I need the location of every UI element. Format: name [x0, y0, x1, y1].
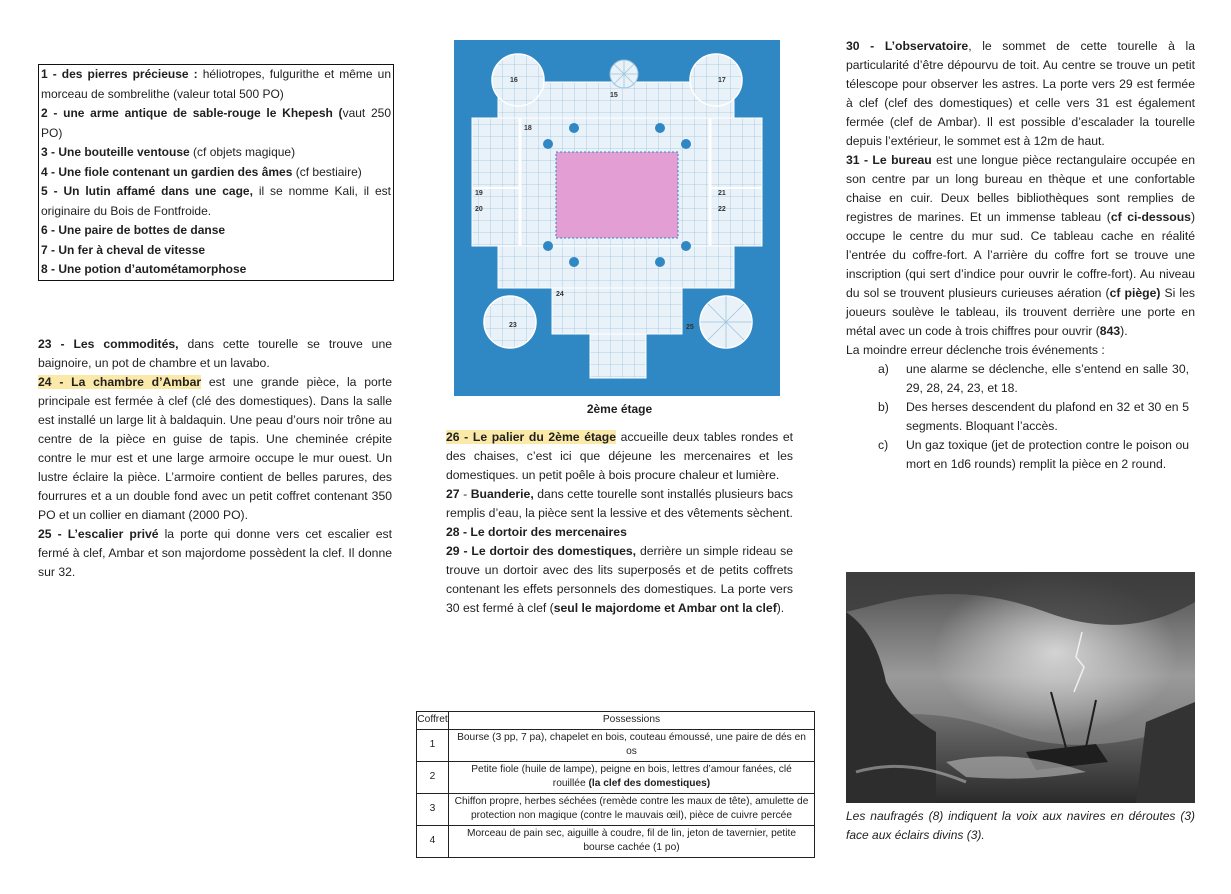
room-label-20: 20: [475, 206, 483, 213]
table-header-coffret: Coffret: [417, 712, 449, 730]
event-item: b) Des herses descendent du plafond en 32 et 30 en 5 segments. Bloquant l’accès.: [878, 400, 1189, 433]
shipwreck-painting: [846, 572, 1195, 803]
room-30: 30 - L’observatoire, le sommet de cette tourelle à la particularité d’être dépourvu de toit. Au centre se trouve un petit télescope pour observer les astres. La porte vers 29 est fermée à clef (clef des domestiques) et celle vers 31 est également fermée (clef de Ambar). Il est possible d’escalader la tourelle depuis l’extérieur, le sommet est à 12m de haut.: [846, 39, 1195, 148]
room-26: 26 - Le palier du 2ème étage accueille deux tables rondes et des chaises, c’est ici que déjeune les mercenaires et les domestiques. un petit poêle à bois procure chaleur et lumière.: [446, 430, 794, 482]
rooms-26-29: [446, 428, 793, 618]
loot-item-4: 4 - Une fiole contenant un gardien des âmes (cf bestiaire): [41, 164, 362, 179]
loot-list-box: [38, 64, 394, 281]
room-24: 24 - La chambre d’Ambar est une grande pièce, la porte principale est fermée à clef (clé des domestiques). Dans la salle est installé un large lit à baldaquin. Une peau d’ours noir trône au centre de la pièce en guise de tapis. Une cheminée crépite contre le mur est et une large armoire occupe le mur ouest. Un lustre éclaire la pièce. L’armoire contient de belles parures, des fourrures et a un double fond avec un petit coffret contenant 350 PO et un collier en diamant (2000 PO).: [38, 375, 392, 522]
great-hall: [556, 152, 678, 238]
loot-item-2: 2 - une arme antique de sable-rouge le Khepesh (vaut 250 PO): [41, 106, 391, 140]
floor-map: [454, 40, 780, 396]
rooms-23-25: [38, 335, 392, 582]
loot-item-3: 3 - Une bouteille ventouse (cf objets magique): [41, 145, 296, 159]
room-26-highlight: 26 - Le palier du 2ème étage: [446, 430, 617, 444]
coffret-number: 3: [417, 793, 449, 825]
coffret-possessions: Petite fiole (huile de lampe), peigne en bois, lettres d’amour fanées, clé rouillée (la clef des domestiques): [449, 761, 815, 793]
room-label-21: 21: [718, 190, 726, 197]
room-label-15: 15: [610, 92, 618, 99]
loot-item-8: 8 - Une potion d’autométamorphose: [41, 262, 247, 276]
room-31: 31 - Le bureau est une longue pièce rectangulaire occupée en son centre par un long bureau en thèque et une confortable chaise en cuir. Deux belles bibliothèques sont remplies de registres de marines. Et un immense tableau (cf ci-dessous) occupe le centre du mur sud. Ce tableau cache en réalité l’entrée du coffre-fort. A l’arrière du coffre fort se trouve une inscription (qui sert d’indice pour ouvrir le coffre-fort). Au niveau du sol se trouvent plusieurs curieuses aération (cf piège) Si les joueurs soulève le tableau, ils trouvent derrière une porte en métal avec un code à trois chiffres pour ouvrir (843).: [846, 153, 1195, 338]
coffret-number: 4: [417, 825, 449, 857]
room-29: 29 - Le dortoir des domestiques, derrière un simple rideau se trouve un dortoir avec des lits superposés et de petits coffrets contenant les effets personnels des domestiques. La porte vers 30 est fermé à clef (seul le majordome et Ambar ont la clef).: [446, 544, 794, 615]
table-row: [417, 729, 815, 761]
table-row: [417, 761, 815, 793]
room-28: 28 - Le dortoir des mercenaires: [446, 525, 627, 539]
table-row: [417, 825, 815, 857]
painting-caption: Les naufragés (8) indiquent la voix aux navires en déroutes (3) face aux éclairs divins (3).: [846, 809, 1195, 842]
room-label-25: 25: [686, 324, 694, 331]
room-23: 23 - Les commodités, dans cette tourelle se trouve une baignoire, un pot de chambre et un lavabo.: [38, 337, 392, 370]
map-caption: 2ème étage: [586, 402, 653, 416]
table-row: [417, 793, 815, 825]
room-label-19: 19: [475, 190, 483, 197]
room-27: 27 - Buanderie, dans cette tourelle sont installés plusieurs bacs remplis d’eau, la pièce sent la lessive et des vêtements sèchent.: [446, 487, 793, 520]
tower-17: [690, 54, 742, 106]
tower-16: [492, 54, 544, 106]
coffret-table: [416, 711, 815, 858]
room-label-24: 24: [556, 291, 564, 298]
event-item: c) Un gaz toxique (jet de protection contre le poison ou mort en 1d6 rounds) remplit la pièce en 2 round.: [878, 438, 1189, 471]
loot-item-5: 5 - Un lutin affamé dans une cage, il se nomme Kali, il est originaire du Bois de Fontfroide.: [41, 184, 391, 218]
room-label-16: 16: [510, 77, 518, 84]
events-intro: La moindre erreur déclenche trois événements :: [846, 343, 1105, 357]
events-list: [846, 360, 1195, 474]
room-25: 25 - L’escalier privé la porte qui donne vers cet escalier est fermé à clef, Ambar et son majordome possèdent la clef. Il donne sur 32.: [38, 527, 393, 579]
coffret-possessions: Chiffon propre, herbes séchées (remède contre les maux de tête), amulette de protection non magique (contre le mauvais œil), pièce de cuivre percée: [449, 793, 815, 825]
rooms-30-31: [846, 37, 1195, 474]
event-item: a) une alarme se déclenche, elle s’entend en salle 30, 29, 28, 24, 23, et 18.: [878, 362, 1189, 395]
table-header-row: [417, 712, 815, 730]
coffret-possessions: Morceau de pain sec, aiguille à coudre, fil de lin, jeton de tavernier, petite bourse cachée (1 po): [449, 825, 815, 857]
room-label-23: 23: [509, 322, 517, 329]
loot-item-7: 7 - Un fer à cheval de vitesse: [41, 242, 206, 257]
coffret-number: 2: [417, 761, 449, 793]
room-24-highlight: 24 - La chambre d’Ambar: [38, 375, 202, 389]
loot-item-1: 1 - des pierres précieuse : héliotropes, fulgurithe et même un morceau de sombrelithe (valeur total 500 PO): [41, 67, 391, 101]
coffret-number: 1: [417, 729, 449, 761]
room-label-22: 22: [718, 206, 726, 213]
room-label-17: 17: [718, 77, 726, 84]
table-header-possessions: Possessions: [449, 712, 815, 730]
room-label-18: 18: [524, 125, 532, 132]
loot-item-6: 6 - Une paire de bottes de danse: [41, 223, 226, 237]
coffret-possessions: Bourse (3 pp, 7 pa), chapelet en bois, couteau émoussé, une paire de dés en os: [449, 729, 815, 761]
